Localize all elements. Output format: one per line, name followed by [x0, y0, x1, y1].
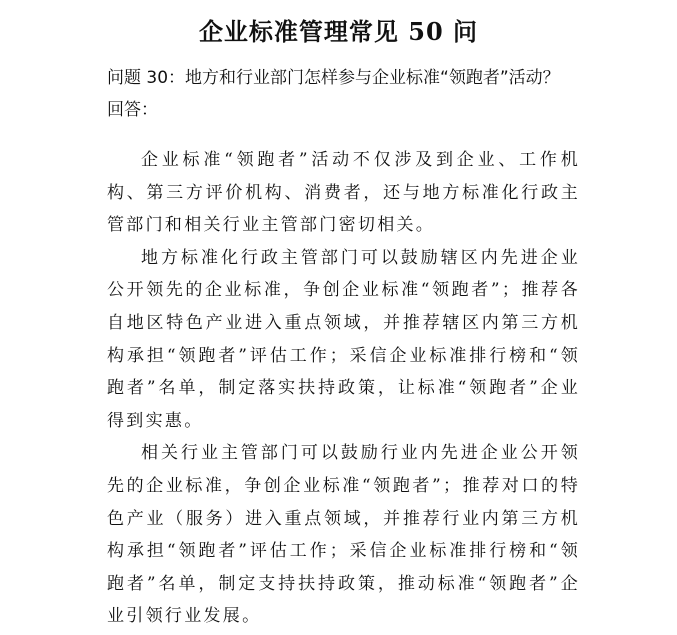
answer-body: [107, 144, 580, 633]
answer-label: 回答：: [107, 100, 158, 120]
answer-paragraph-3: 相关行业主管部门可以鼓励行业内先进企业公开领先的企业标准，争创企业标准“领跑者”；推荐对口的特色产业（服务）进入重点领域，并推荐行业内第三方机构承担“领跑者”评估工作；采信企业标准排行榜和“领跑者”名单，制定支持扶持政策，推动标准“领跑者”企业引领行业发展。: [107, 443, 580, 627]
answer-paragraph-2: 地方标准化行政主管部门可以鼓励辖区内先进企业公开领先的企业标准，争创企业标准“领跑者”；推荐各自地区特色产业进入重点领域，并推荐辖区内第三方机构承担“领跑者”评估工作；采信企业标准排行榜和“领跑者”名单，制定落实扶持政策，让标准“领跑者”企业得到实惠。: [107, 247, 580, 431]
question-heading: 问题 30：地方和行业部门怎样参与企业标准“领跑者”活动？: [107, 68, 560, 88]
answer-paragraph-1: 企业标准“领跑者”活动不仅涉及到企业、工作机构、第三方评价机构、消费者，还与地方标准化行政主管部门和相关行业主管部门密切相关。: [107, 150, 580, 236]
document-title: 企业标准管理常见 50 问: [198, 17, 479, 46]
